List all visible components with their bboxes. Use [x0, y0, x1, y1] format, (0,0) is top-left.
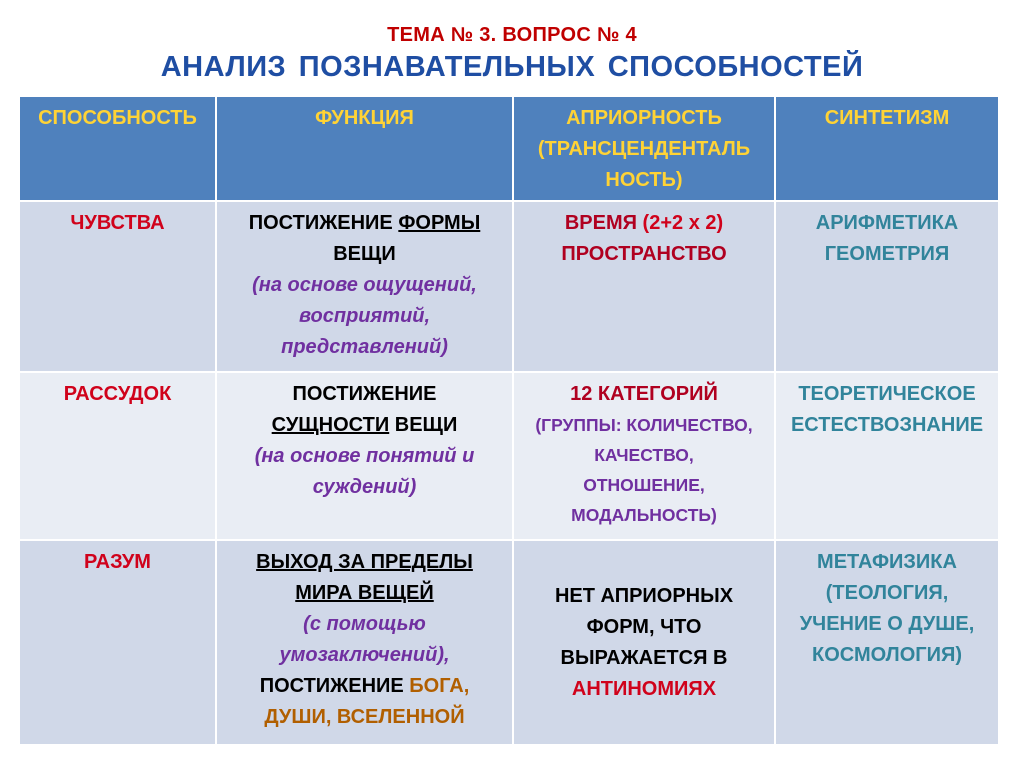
- cell-synthesis: АРИФМЕТИКА ГЕОМЕТРИЯ: [775, 201, 999, 372]
- cell-ability: ЧУВСТВА: [19, 201, 216, 372]
- slide-subtitle: ТЕМА № 3. ВОПРОС № 4: [387, 24, 637, 46]
- cell-ability: РАЗУМ: [19, 540, 216, 745]
- table-header-row: [19, 96, 999, 201]
- table-row: [19, 372, 999, 540]
- cell-apriority: ВРЕМЯ (2+2 х 2) ПРОСТРАНСТВО: [513, 201, 775, 372]
- cell-apriority: 12 КАТЕГОРИЙ (ГРУППЫ: КОЛИЧЕСТВО, КАЧЕСТВО, ОТНОШЕНИЕ, МОДАЛЬНОСТЬ): [513, 372, 775, 540]
- cell-ability: РАССУДОК: [19, 372, 216, 540]
- cell-function: ВЫХОД ЗА ПРЕДЕЛЫ МИРА ВЕЩЕЙ (с помощью умозаключений), ПОСТИЖЕНИЕ БОГА, ДУШИ, ВСЕЛЕННОЙ: [216, 540, 513, 745]
- cell-function: ПОСТИЖЕНИЕ СУЩНОСТИ ВЕЩИ (на основе понятий и суждений): [216, 372, 513, 540]
- cell-synthesis: ТЕОРЕТИЧЕСКОЕ ЕСТЕСТВОЗНАНИЕ: [775, 372, 999, 540]
- header-synthesis: СИНТЕТИЗМ: [775, 96, 999, 201]
- abilities-table: [18, 95, 1000, 746]
- cell-apriority: НЕТ АПРИОРНЫХ ФОРМ, ЧТО ВЫРАЖАЕТСЯ В АНТИНОМИЯХ: [513, 540, 775, 745]
- slide-title: АНАЛИЗ ПОЗНАВАТЕЛЬНЫХ СПОСОБНОСТЕЙ: [160, 51, 864, 83]
- header-ability: СПОСОБНОСТЬ: [19, 96, 216, 201]
- table-row: [19, 201, 999, 372]
- header-function: ФУНКЦИЯ: [216, 96, 513, 201]
- table-row: [19, 540, 999, 745]
- header-apriority: АПРИОРНОСТЬ (ТРАНСЦЕНДЕНТАЛЬ НОСТЬ): [513, 96, 775, 201]
- cell-function: ПОСТИЖЕНИЕ ФОРМЫ ВЕЩИ (на основе ощущений, восприятий, представлений): [216, 201, 513, 372]
- cell-synthesis: МЕТАФИЗИКА (ТЕОЛОГИЯ, УЧЕНИЕ О ДУШЕ, КОСМОЛОГИЯ): [775, 540, 999, 745]
